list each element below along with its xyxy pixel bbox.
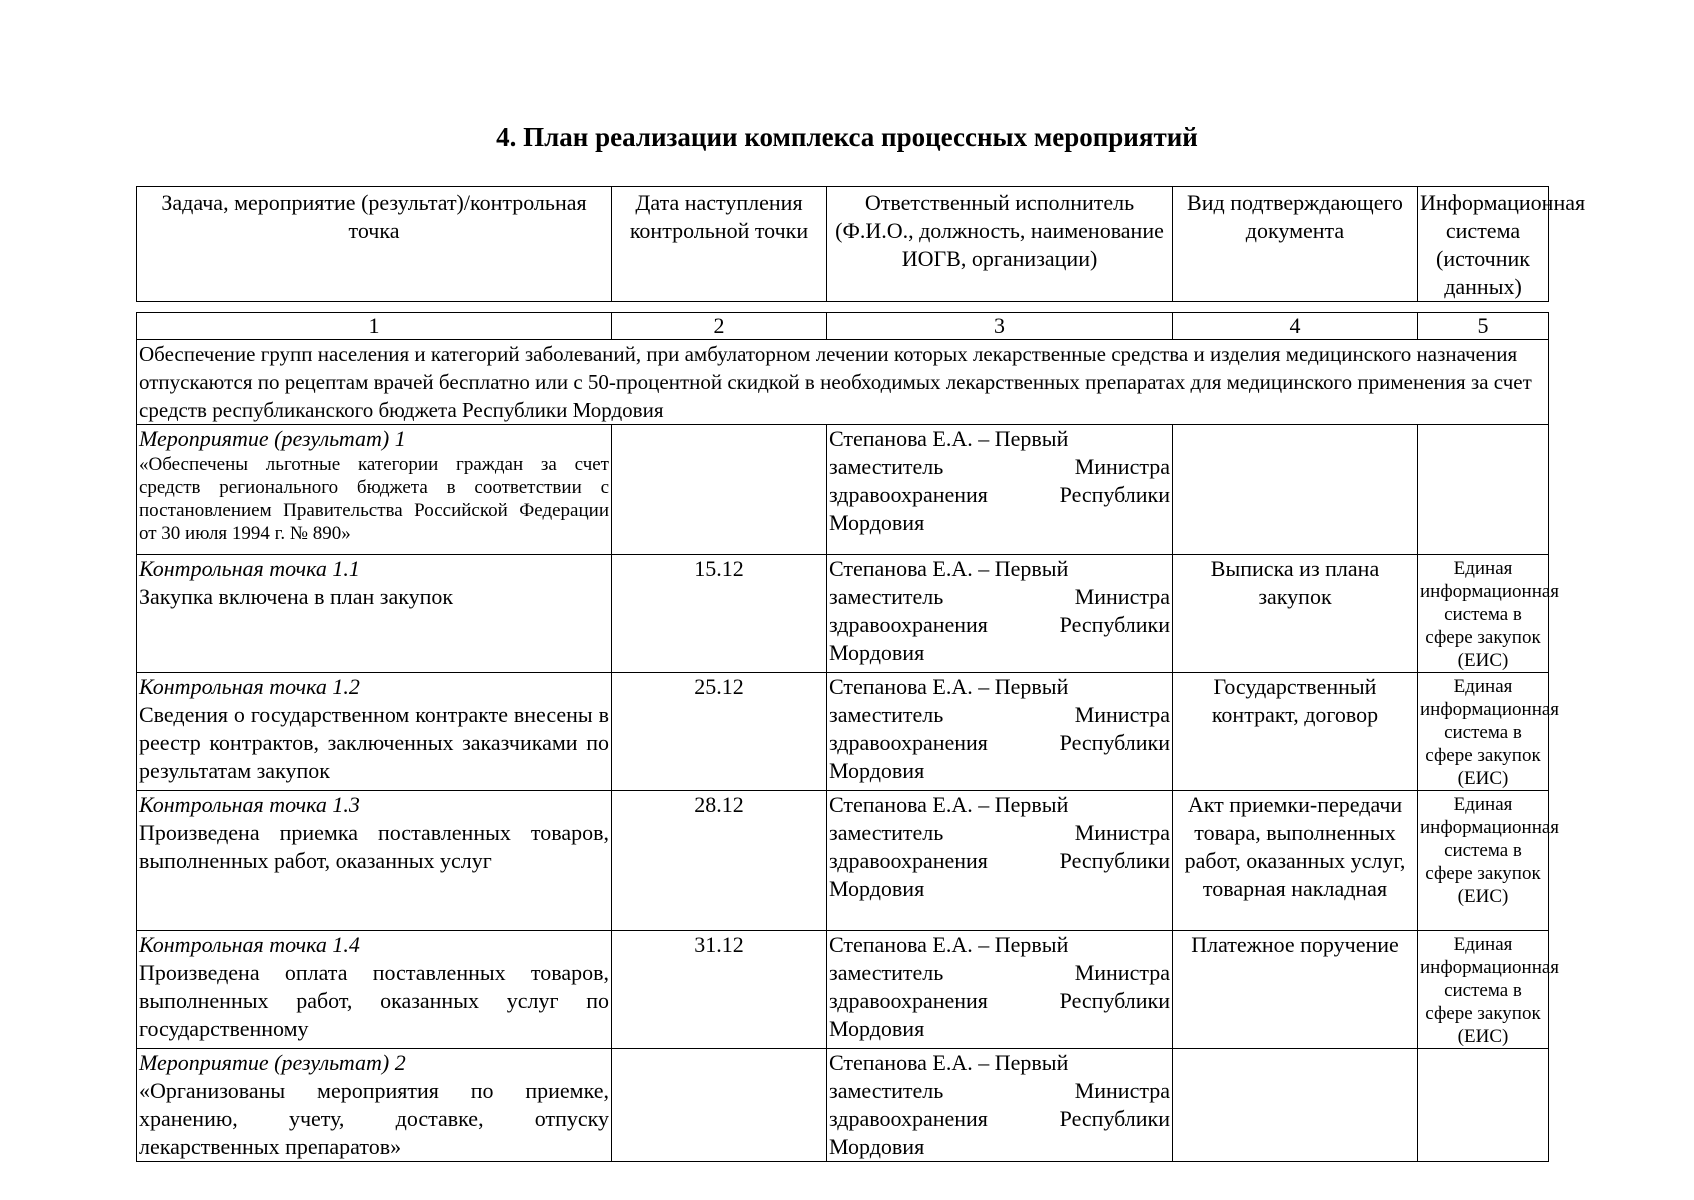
date-cell: 25.12 bbox=[612, 673, 827, 791]
executor-name: Степанова Е.А. – Первый bbox=[829, 556, 1069, 581]
executor-cell bbox=[827, 425, 1173, 555]
task-text: Произведена приемка поставленных товаров, выполненных работ, оказанных услуг bbox=[139, 820, 609, 873]
executor-position: заместитель Министра здравоохранения Республики Мордовия bbox=[829, 1078, 1170, 1159]
header-date: Дата наступления контрольной точки bbox=[612, 187, 827, 302]
column-number: 1 bbox=[137, 313, 612, 340]
header-task: Задача, мероприятие (результат)/контрольная точка bbox=[137, 187, 612, 302]
column-number: 5 bbox=[1418, 313, 1549, 340]
task-text: Закупка включена в план закупок bbox=[139, 584, 454, 609]
table-row bbox=[137, 1049, 1549, 1162]
system-cell: Единая информационная система в сфере закупок (ЕИС) bbox=[1418, 931, 1549, 1049]
executor-position: заместитель Министра здравоохранения Республики Мордовия bbox=[829, 820, 1170, 901]
executor-cell bbox=[827, 555, 1173, 673]
task-text: «Организованы мероприятия по приемке, хранению, учету, доставке, отпуску лекарственных препаратов» bbox=[139, 1078, 609, 1159]
system-cell bbox=[1418, 425, 1549, 555]
executor-position: заместитель Министра здравоохранения Республики Мордовия bbox=[829, 454, 1170, 535]
task-cell bbox=[137, 791, 612, 931]
document-cell bbox=[1173, 425, 1418, 555]
system-cell: Единая информационная система в сфере закупок (ЕИС) bbox=[1418, 791, 1549, 931]
document-cell: Выписка из плана закупок bbox=[1173, 555, 1418, 673]
executor-position: заместитель Министра здравоохранения Республики Мордовия bbox=[829, 960, 1170, 1041]
document-cell: Акт приемки-передачи товара, выполненных работ, оказанных услуг, товарная накладная bbox=[1173, 791, 1418, 931]
executor-name: Степанова Е.А. – Первый bbox=[829, 1050, 1069, 1075]
executor-cell bbox=[827, 673, 1173, 791]
task-cell bbox=[137, 425, 612, 555]
system-cell: Единая информационная система в сфере закупок (ЕИС) bbox=[1418, 555, 1549, 673]
date-cell: 15.12 bbox=[612, 555, 827, 673]
task-cell bbox=[137, 673, 612, 791]
task-cell bbox=[137, 555, 612, 673]
task-text: Произведена оплата поставленных товаров, выполненных работ, оказанных услуг по государственному bbox=[139, 960, 609, 1041]
task-text: Сведения о государственном контракте внесены в реестр контрактов, заключенных заказчиками по результатам закупок bbox=[139, 702, 609, 783]
column-number: 4 bbox=[1173, 313, 1418, 340]
column-number: 2 bbox=[612, 313, 827, 340]
executor-cell bbox=[827, 791, 1173, 931]
date-cell bbox=[612, 425, 827, 555]
executor-position: заместитель Министра здравоохранения Республики Мордовия bbox=[829, 702, 1170, 783]
task-label: Контрольная точка 1.4 bbox=[139, 932, 360, 957]
task-text: «Обеспечены льготные категории граждан за счет средств регионального бюджета в соответствии с постановлением Правительства Российской Федерации от 30 июля 1994 г. № 890» bbox=[139, 454, 609, 544]
table-row bbox=[137, 673, 1549, 791]
section-title: Обеспечение групп населения и категорий заболеваний, при амбулаторном лечении которых лекарственные средства и изделия медицинского назначения отпускаются по рецептам врачей бесплатно или с 50-процентной скидкой в необходимых лекарственных препаратах для медицинского применения за счет средств республиканского бюджета Республики Мордовия bbox=[137, 340, 1549, 425]
section-row bbox=[137, 340, 1549, 425]
task-label: Мероприятие (результат) 2 bbox=[139, 1050, 406, 1075]
table-row bbox=[137, 425, 1549, 555]
date-cell bbox=[612, 1049, 827, 1162]
task-label: Контрольная точка 1.1 bbox=[139, 556, 360, 581]
system-cell bbox=[1418, 1049, 1549, 1162]
date-cell: 28.12 bbox=[612, 791, 827, 931]
system-cell: Единая информационная система в сфере закупок (ЕИС) bbox=[1418, 673, 1549, 791]
task-cell bbox=[137, 1049, 612, 1162]
header-system: Информационная система (источник данных) bbox=[1418, 187, 1549, 302]
executor-name: Степанова Е.А. – Первый bbox=[829, 674, 1069, 699]
executor-position: заместитель Министра здравоохранения Республики Мордовия bbox=[829, 584, 1170, 665]
header-executor: Ответственный исполнитель (Ф.И.О., должность, наименование ИОГВ, организации) bbox=[827, 187, 1173, 302]
executor-cell bbox=[827, 931, 1173, 1049]
column-numbers-row bbox=[137, 313, 1549, 340]
document-cell: Платежное поручение bbox=[1173, 931, 1418, 1049]
executor-name: Степанова Е.А. – Первый bbox=[829, 426, 1069, 451]
executor-name: Степанова Е.А. – Первый bbox=[829, 932, 1069, 957]
table-row bbox=[137, 791, 1549, 931]
header-document: Вид подтверждающего документа bbox=[1173, 187, 1418, 302]
table-row bbox=[137, 555, 1549, 673]
plan-table bbox=[136, 312, 1560, 1162]
task-label: Контрольная точка 1.2 bbox=[139, 674, 360, 699]
executor-cell bbox=[827, 1049, 1173, 1162]
table-header bbox=[136, 186, 1586, 302]
document-cell bbox=[1173, 1049, 1418, 1162]
executor-name: Степанова Е.А. – Первый bbox=[829, 792, 1069, 817]
task-label: Мероприятие (результат) 1 bbox=[139, 426, 406, 451]
task-cell bbox=[137, 931, 612, 1049]
date-cell: 31.12 bbox=[612, 931, 827, 1049]
document-cell: Государственный контракт, договор bbox=[1173, 673, 1418, 791]
task-label: Контрольная точка 1.3 bbox=[139, 792, 360, 817]
column-number: 3 bbox=[827, 313, 1173, 340]
page-title: 4. План реализации комплекса процессных мероприятий bbox=[496, 122, 1198, 152]
table-row bbox=[137, 931, 1549, 1049]
